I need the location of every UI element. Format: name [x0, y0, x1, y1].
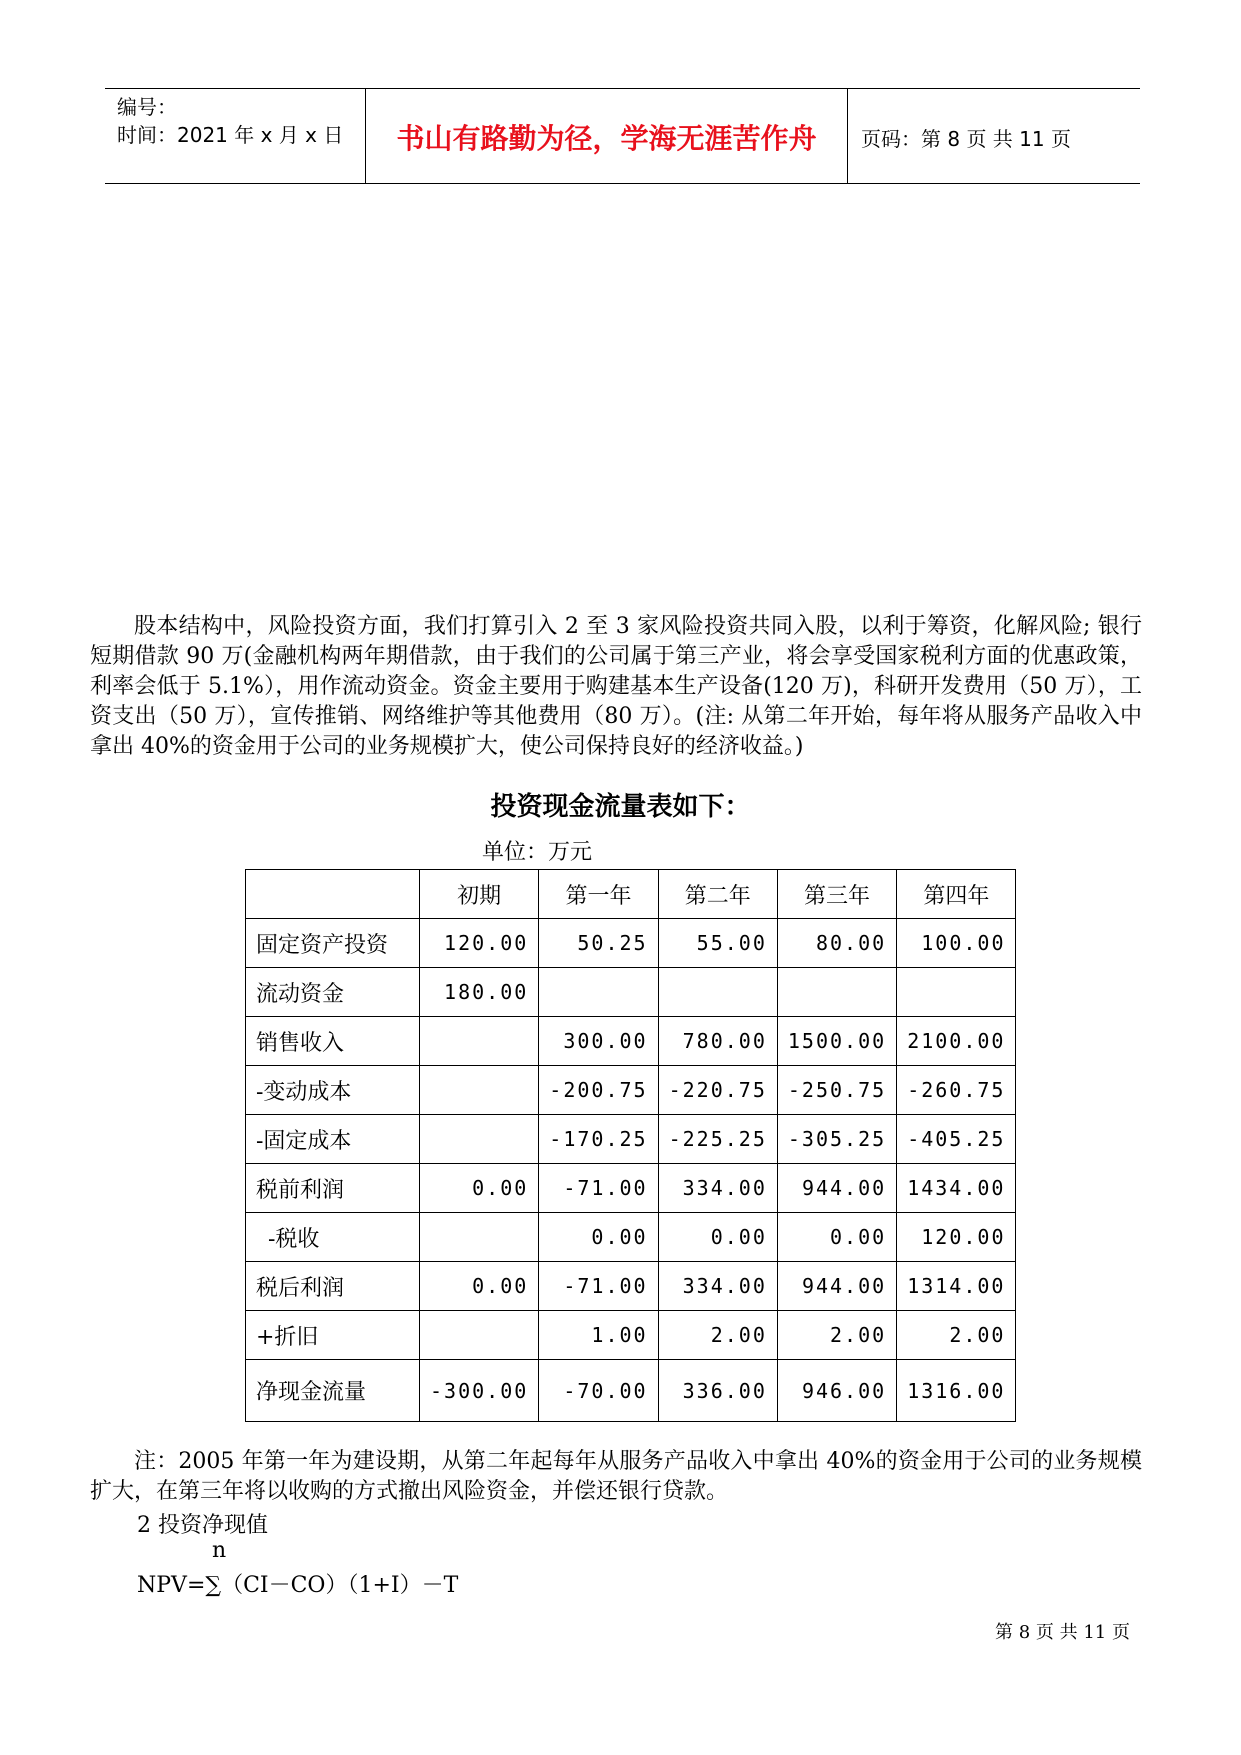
table-cell: 120.00 — [420, 919, 539, 968]
table-cell: -260.75 — [897, 1066, 1016, 1115]
npv-formula: NPV=∑（CI－CO）（1+I）－T — [137, 1573, 459, 1598]
row-label: 流动资金 — [246, 968, 420, 1017]
page-header — [105, 88, 1140, 184]
header-page-label: 页码：第 8 页 共 11 页 — [861, 127, 1071, 151]
table-cell: -70.00 — [539, 1360, 658, 1422]
row-label: -固定成本 — [246, 1115, 420, 1164]
table-cell — [420, 1066, 539, 1115]
row-label: -变动成本 — [246, 1066, 420, 1115]
table-cell: -405.25 — [897, 1115, 1016, 1164]
table-cell: 1434.00 — [897, 1164, 1016, 1213]
table-cell — [658, 968, 777, 1017]
table-row — [246, 919, 1016, 968]
table-cell: 1314.00 — [897, 1262, 1016, 1311]
row-label: +折旧 — [246, 1311, 420, 1360]
table-row — [246, 1262, 1016, 1311]
table-cell: 2.00 — [897, 1311, 1016, 1360]
table-cell — [539, 968, 658, 1017]
table-header-row — [246, 870, 1016, 919]
table-cell: 944.00 — [777, 1164, 896, 1213]
row-label: 销售收入 — [246, 1017, 420, 1066]
header-divider — [847, 89, 848, 183]
formula-superscript: n — [212, 1538, 227, 1563]
note-text: 注：2005 年第一年为建设期，从第二年起每年从服务产品收入中拿出 40%的资金用于公司的业务规模扩大，在第三年将以收购的方式撤出风险资金，并偿还银行贷款。 — [90, 1449, 1142, 1504]
table-cell: 780.00 — [658, 1017, 777, 1066]
table-row — [246, 1311, 1016, 1360]
table-cell: 2100.00 — [897, 1017, 1016, 1066]
table-cell: 120.00 — [897, 1213, 1016, 1262]
column-header — [246, 870, 420, 919]
table-cell: 336.00 — [658, 1360, 777, 1422]
column-header: 第三年 — [777, 870, 896, 919]
table-cell: 0.00 — [777, 1213, 896, 1262]
table-cell: 0.00 — [420, 1164, 539, 1213]
cash-flow-table — [245, 869, 1016, 1422]
table-note — [90, 1447, 1142, 1507]
table-row — [246, 1213, 1016, 1262]
table-cell: -300.00 — [420, 1360, 539, 1422]
table-cell: -305.25 — [777, 1115, 896, 1164]
row-label: 税后利润 — [246, 1262, 420, 1311]
column-header: 第二年 — [658, 870, 777, 919]
section-heading: 2 投资净现值 — [137, 1513, 268, 1538]
table-cell: 300.00 — [539, 1017, 658, 1066]
table-cell: 334.00 — [658, 1164, 777, 1213]
page-footer: 第 8 页 共 11 页 — [995, 1622, 1130, 1643]
row-label: 税前利润 — [246, 1164, 420, 1213]
table-unit: 单位：万元 — [482, 840, 593, 865]
table-cell — [777, 968, 896, 1017]
table-cell — [420, 1213, 539, 1262]
table-row — [246, 1066, 1016, 1115]
table-cell: 1.00 — [539, 1311, 658, 1360]
table-cell: 0.00 — [420, 1262, 539, 1311]
table-cell — [420, 1115, 539, 1164]
table-cell: -225.25 — [658, 1115, 777, 1164]
table-cell: -71.00 — [539, 1262, 658, 1311]
table-cell: 80.00 — [777, 919, 896, 968]
table-cell: 0.00 — [658, 1213, 777, 1262]
column-header: 第四年 — [897, 870, 1016, 919]
table-cell: 50.25 — [539, 919, 658, 968]
header-motto: 书山有路勤为径，学海无涯苦作舟 — [396, 122, 817, 155]
table-cell — [420, 1311, 539, 1360]
table-cell: 180.00 — [420, 968, 539, 1017]
table-cell: 2.00 — [777, 1311, 896, 1360]
table-cell: -170.25 — [539, 1115, 658, 1164]
table-cell: -71.00 — [539, 1164, 658, 1213]
table-cell: 100.00 — [897, 919, 1016, 968]
row-label: 固定资产投资 — [246, 919, 420, 968]
table-cell — [420, 1017, 539, 1066]
row-label: 净现金流量 — [246, 1360, 420, 1422]
table-cell: -250.75 — [777, 1066, 896, 1115]
row-label: -税收 — [246, 1213, 420, 1262]
table-cell: 1316.00 — [897, 1360, 1016, 1422]
table-cell: 2.00 — [658, 1311, 777, 1360]
table-cell: 55.00 — [658, 919, 777, 968]
table-row — [246, 1164, 1016, 1213]
table-cell: 0.00 — [539, 1213, 658, 1262]
table-row — [246, 968, 1016, 1017]
header-number-label: 编号： — [117, 95, 177, 119]
table-title: 投资现金流量表如下： — [490, 792, 751, 822]
table-cell: -220.75 — [658, 1066, 777, 1115]
header-meta — [117, 93, 343, 149]
table-cell: 944.00 — [777, 1262, 896, 1311]
body-paragraph — [90, 612, 1142, 762]
table-row — [246, 1115, 1016, 1164]
table-row — [246, 1360, 1016, 1422]
column-header: 第一年 — [539, 870, 658, 919]
table-cell: 334.00 — [658, 1262, 777, 1311]
table-cell: 1500.00 — [777, 1017, 896, 1066]
table-cell: 946.00 — [777, 1360, 896, 1422]
paragraph-text: 股本结构中，风险投资方面，我们打算引入 2 至 3 家风险投资共同入股，以利于筹资，化解风险; 银行短期借款 90 万(金融机构两年期借款，由于我们的公司属于第三产业，将会享受国家税利方面的优惠政策，利率会低于 5.1%），用作流动资金。资金主要用于购建基本生产设备(120 万)，科研开发费用（50 万），工资支出（50 万），宣传推销、网络维护等其他费用（80 万）。(注: 从第二年开始，每年将从服务产品收入中拿出 40%的资金用于公司的业务规模扩大，使公司保持良好的经济收益。) — [90, 614, 1142, 759]
header-time-label: 时间：2021 年 x 月 x 日 — [117, 123, 344, 147]
column-header: 初期 — [420, 870, 539, 919]
table-cell: -200.75 — [539, 1066, 658, 1115]
table-row — [246, 1017, 1016, 1066]
table-cell — [897, 968, 1016, 1017]
